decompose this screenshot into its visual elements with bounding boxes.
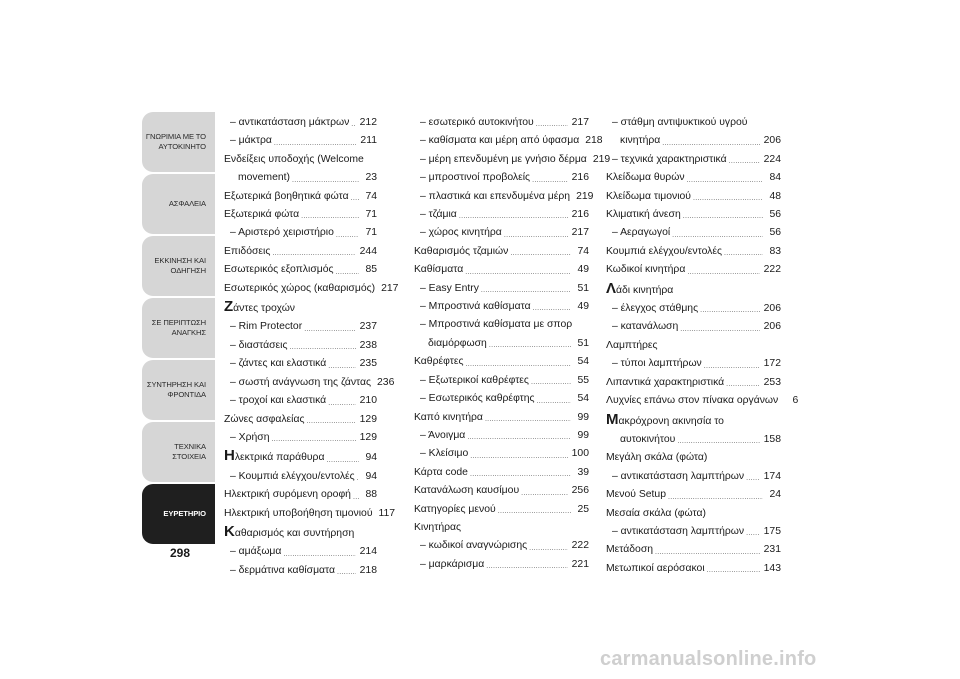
dot-leader	[283, 550, 355, 559]
page-ref: 71	[365, 209, 377, 221]
entry-text: – μαρκάρισμα	[420, 558, 485, 570]
page-ref: 222	[763, 264, 781, 276]
section-letter: Μ	[606, 410, 619, 428]
index-entry	[414, 298, 589, 316]
page-ref: 206	[763, 135, 781, 147]
index-entry	[606, 169, 781, 187]
dot-leader	[290, 343, 356, 352]
entry-text: άντες τροχών	[233, 303, 296, 315]
page-ref: 83	[769, 245, 781, 257]
page-ref: 211	[360, 135, 377, 147]
dot-leader	[707, 566, 760, 575]
section-tab[interactable]	[142, 360, 215, 420]
page-ref: 71	[365, 227, 377, 239]
dot-leader	[326, 456, 359, 465]
index-entry	[224, 486, 377, 504]
dot-leader	[292, 176, 359, 185]
page-ref: 253	[763, 376, 781, 388]
entry-text: διαμόρφωση	[428, 337, 487, 349]
index-entry	[414, 464, 589, 482]
index-entry	[224, 206, 377, 224]
index-entry	[414, 335, 589, 353]
index-column-2	[414, 114, 611, 574]
section-tab[interactable]	[142, 112, 215, 172]
index-entry	[224, 468, 377, 486]
entry-text: Ηλεκτρική συρόμενη οροφή	[224, 489, 351, 501]
entry-text: Κλείδωμα θυρών	[606, 172, 685, 184]
entry-text: – μάκτρα	[230, 135, 272, 147]
entry-text: – Rim Protector	[230, 321, 303, 333]
dot-leader	[746, 474, 760, 483]
page-ref: 210	[359, 395, 377, 407]
index-entry	[606, 431, 781, 449]
entry-text: Εξωτερικά φώτα	[224, 209, 300, 221]
section-tab-label: ΓΝΩΡΙΜΙΑ ΜΕ ΤΟ ΑΥΤΟΚΙΝΗΤΟ	[145, 132, 206, 151]
index-entry	[606, 541, 781, 559]
dot-leader	[459, 212, 568, 221]
dot-leader	[531, 378, 571, 387]
page-ref: 23	[365, 172, 377, 184]
entry-text: Εσωτερικός χώρος (καθαρισμός)	[224, 282, 376, 294]
index-entry	[606, 318, 781, 336]
entry-text: – πλαστικά και επενδυμένα μέρη	[420, 190, 571, 202]
dot-leader	[662, 139, 759, 148]
index-entry	[224, 447, 377, 467]
index-entry	[414, 206, 589, 224]
index-entry	[414, 482, 589, 500]
dot-leader	[336, 231, 359, 240]
page-ref: 238	[359, 339, 377, 351]
page-ref: 206	[763, 321, 781, 333]
entry-text: Κουμπιά ελέγχου/εντολές	[606, 245, 723, 257]
index-entry	[606, 188, 781, 206]
page-ref: 217	[571, 117, 589, 128]
entry-text: Λιπαντικά χαρακτηριστικά	[606, 376, 725, 388]
dot-leader	[485, 415, 571, 424]
section-letter: Ζ	[224, 298, 234, 316]
entry-text: άδι κινητήρα	[616, 284, 674, 296]
section-tab-label: ΣΥΝΤΗΡΗΣΗ ΚΑΙ ΦΡΟΝΤΙΔΑ	[146, 380, 206, 399]
dot-leader	[481, 286, 571, 295]
dot-leader	[470, 452, 567, 461]
page-ref: 88	[365, 489, 377, 501]
page-ref: 172	[763, 358, 781, 370]
entry-text: – τύποι λαμπτήρων	[612, 358, 702, 370]
entry-text: Κλείδωμα τιμονιού	[606, 190, 691, 202]
entry-text: – δερμάτινα καθίσματα	[230, 564, 336, 576]
entry-text: – Αεραγωγοί	[612, 227, 671, 239]
dot-leader	[533, 304, 571, 313]
entry-text: – Easy Entry	[420, 282, 479, 294]
page-ref: 39	[577, 466, 589, 478]
index-entry	[224, 188, 377, 206]
entry-text: – κωδικοί αναγνώρισης	[420, 540, 528, 552]
index-entry	[606, 132, 781, 150]
index-entry	[224, 543, 377, 561]
dot-leader	[274, 139, 357, 148]
dot-leader	[465, 268, 571, 277]
dot-leader	[724, 249, 763, 258]
dot-leader	[677, 437, 759, 446]
dot-leader	[351, 194, 359, 203]
page-ref: 237	[359, 321, 377, 333]
page-ref: 54	[577, 356, 589, 368]
index-entry	[414, 427, 589, 445]
entry-text: Κατηγορίες μενού	[414, 503, 496, 515]
dot-leader	[272, 249, 355, 258]
page-ref: 54	[577, 393, 589, 405]
page-ref: 217	[571, 227, 589, 239]
entry-text: – Εσωτερικός καθρέφτης	[420, 393, 535, 405]
index-entry	[606, 468, 781, 486]
page-ref: 56	[769, 227, 781, 239]
entry-text: λεκτρικά παράθυρα	[234, 452, 325, 464]
dot-leader	[680, 325, 759, 334]
entry-text: – Κλείσιμο	[420, 448, 469, 460]
index-entry	[606, 243, 781, 261]
dot-leader	[504, 231, 568, 240]
entry-text: – αντικατάσταση λαμπτήρων	[612, 525, 745, 537]
index-entry	[224, 411, 377, 429]
page-ref: 235	[359, 358, 377, 370]
page-ref: 219	[576, 190, 594, 202]
page-ref: 129	[359, 413, 377, 425]
dot-leader	[337, 568, 356, 577]
page-ref: 74	[577, 245, 589, 257]
index-entry	[606, 151, 781, 169]
dot-leader	[693, 194, 763, 203]
entry-text: Ηλεκτρική υποβοήθηση τιμονιού	[224, 507, 373, 519]
page-ref: 221	[571, 558, 589, 570]
entry-text: Εσωτερικός εξοπλισμός	[224, 264, 334, 276]
entry-text: Μενού Setup	[606, 489, 666, 501]
entry-text: Κωδικοί κινητήρα	[606, 264, 686, 276]
entry-text: – Μπροστινά καθίσματα	[420, 301, 531, 313]
index-heading: Μεσαία σκάλα (φώτα)	[606, 507, 706, 519]
index-entry	[414, 445, 589, 463]
entry-text: Κατανάλωση καυσίμου	[414, 485, 520, 497]
entry-text: – Κουμπιά ελέγχου/εντολές	[230, 470, 355, 482]
entry-text: Λυχνίες επάνω στον πίνακα οργάνων	[606, 395, 779, 407]
index-entry	[414, 390, 589, 408]
dot-leader	[467, 433, 571, 442]
page-ref: 217	[381, 282, 399, 294]
index-entry	[224, 280, 399, 298]
page-ref: 117	[378, 507, 396, 519]
page-ref: 222	[571, 540, 589, 552]
dot-leader	[301, 212, 359, 221]
index-entry	[224, 392, 377, 410]
dot-leader	[351, 120, 355, 129]
entry-text: Κλιματική άνεση	[606, 209, 681, 221]
page-ref: 224	[763, 153, 781, 165]
dot-leader	[537, 397, 571, 406]
section-tab-label: ΤΕΧΝΙΚΑ ΣΤΟΙΧΕΙΑ	[172, 442, 206, 461]
page-ref: 175	[763, 525, 781, 537]
entry-text: – ζάντες και ελαστικά	[230, 358, 327, 370]
index-entry	[414, 151, 611, 169]
dot-leader	[668, 493, 763, 502]
section-tab[interactable]	[142, 236, 215, 296]
page-ref: 244	[359, 245, 377, 257]
entry-text: Καθαρισμός τζαμιών	[414, 245, 509, 257]
index-heading: – στάθμη αντιψυκτικού υγρού	[612, 117, 748, 128]
index-entry	[606, 560, 781, 578]
entry-text: Κάρτα code	[414, 466, 468, 478]
page-ref: 56	[769, 209, 781, 221]
section-tab[interactable]	[142, 484, 215, 544]
page-ref: 99	[577, 411, 589, 423]
entry-text: Μετωπικοί αερόσακοι	[606, 562, 705, 574]
page-ref: 216	[571, 209, 589, 221]
page-ref: 216	[571, 172, 589, 184]
index-entry	[224, 224, 377, 242]
index-entry	[606, 206, 781, 224]
page-ref: 143	[763, 562, 781, 574]
page-number: 298	[170, 546, 191, 560]
entry-text: Μετάδοση	[606, 544, 654, 556]
dot-leader	[336, 268, 359, 277]
index-entry	[414, 224, 589, 242]
entry-text: – εσωτερικό αυτοκινήτου	[420, 117, 534, 128]
section-tab[interactable]	[142, 174, 215, 234]
index-entry	[224, 562, 377, 580]
entry-text: – Χρήση	[230, 431, 270, 443]
page-ref: 85	[365, 264, 377, 276]
dot-leader	[672, 231, 763, 240]
dot-leader	[700, 306, 760, 315]
index-heading: Μεγάλη σκάλα (φώτα)	[606, 452, 708, 464]
dot-leader	[465, 360, 571, 369]
index-entry	[414, 114, 589, 132]
section-letter: Λ	[606, 279, 617, 297]
index-letter-heading	[606, 411, 781, 431]
entry-text: – αντικατάσταση μάκτρων	[230, 117, 350, 128]
dot-leader	[328, 399, 355, 408]
dot-leader	[510, 249, 571, 258]
index-entry	[414, 188, 594, 206]
dot-leader	[655, 548, 760, 557]
entry-text: – Άνοιγμα	[420, 429, 466, 441]
section-tabs	[142, 112, 215, 546]
index-entry	[414, 409, 589, 427]
dot-leader	[521, 489, 568, 498]
index-entry	[414, 501, 589, 519]
index-entry	[414, 243, 589, 261]
index-entry	[224, 355, 377, 373]
entry-text: ακρόχρονη ακινησία το	[618, 415, 724, 427]
index-column-1	[224, 114, 399, 580]
dot-leader	[307, 417, 356, 426]
watermark: carmanualsonline.info	[600, 648, 817, 670]
entry-text: – αντικατάσταση λαμπτήρων	[612, 470, 745, 482]
page-ref: 94	[365, 452, 377, 464]
page-ref: 158	[763, 433, 781, 445]
index-entry	[224, 429, 377, 447]
index-entry	[224, 261, 377, 279]
index-entry	[224, 505, 396, 523]
section-letter: Κ	[224, 522, 235, 540]
index-entry	[224, 318, 377, 336]
dot-leader	[536, 120, 568, 129]
entry-text: Εξωτερικά βοηθητικά φώτα	[224, 190, 349, 202]
index-entry	[414, 169, 589, 187]
page-ref: 55	[577, 374, 589, 386]
entry-text: – κατανάλωση	[612, 321, 679, 333]
entry-text: – αμάξωμα	[230, 546, 282, 558]
dot-leader	[529, 544, 568, 553]
index-letter-heading	[224, 523, 377, 543]
section-tab-label: ΣΕ ΠΕΡΙΠΤΩΣΗ ΑΝΑΓΚΗΣ	[151, 318, 206, 337]
index-letter-heading	[606, 280, 781, 300]
entry-text: – διαστάσεις	[230, 339, 288, 351]
dot-leader	[470, 470, 571, 479]
entry-text: αθαρισμός και συντήρηση	[234, 527, 355, 539]
dot-leader	[729, 157, 760, 166]
dot-leader	[683, 212, 763, 221]
page-ref: 212	[359, 117, 377, 128]
index-entry	[224, 132, 377, 150]
index-heading: Ενδείξεις υποδοχής (Welcome	[224, 153, 364, 165]
dot-leader	[704, 362, 760, 371]
dot-leader	[532, 176, 568, 185]
section-tab-label: ΕΚΚΙΝΗΣΗ ΚΑΙ ΟΔΗΓΗΣΗ	[154, 256, 206, 275]
entry-text: – σωστή ανάγνωση της ζάντας	[230, 376, 372, 388]
page-ref: 256	[571, 485, 589, 497]
page-ref: 219	[592, 153, 611, 165]
dot-leader	[489, 341, 571, 350]
page-ref: 99	[577, 429, 589, 441]
entry-text: – τεχνικά χαρακτηριστικά	[612, 153, 727, 165]
index-heading: – Μπροστινά καθίσματα με σπορ	[420, 319, 573, 331]
entry-text: κινητήρα	[620, 135, 661, 147]
page-ref: 94	[365, 470, 377, 482]
entry-text: – χώρος κινητήρα	[420, 227, 502, 239]
index-entry	[606, 300, 781, 318]
entry-text: Καπό κινητήρα	[414, 411, 483, 423]
section-tab[interactable]	[142, 422, 215, 482]
section-letter: Η	[224, 447, 235, 465]
dot-leader	[357, 474, 359, 483]
entry-text: – καθίσματα και μέρη από ύφασμα	[420, 135, 580, 147]
section-tab-label: ΑΣΦΑΛΕΙΑ	[168, 199, 206, 208]
dot-leader	[746, 529, 760, 538]
dot-leader	[353, 493, 359, 502]
index-entry	[224, 337, 377, 355]
entry-text: – έλεγχος στάθμης	[612, 303, 699, 315]
entry-text: Ζώνες ασφαλείας	[224, 413, 305, 425]
page-ref: 206	[763, 303, 781, 315]
page-ref: 174	[763, 470, 781, 482]
entry-text: αυτοκινήτου	[620, 433, 676, 445]
index-entry	[414, 261, 589, 279]
entry-text: – μέρη επενδυμένη με γνήσιο δέρμα	[420, 153, 587, 165]
index-entry	[606, 224, 781, 242]
entry-text: – Αριστερό χειριστήριο	[230, 227, 334, 239]
dot-leader	[271, 435, 355, 444]
page-ref: 236	[377, 376, 395, 388]
page-ref: 231	[763, 544, 781, 556]
index-entry	[606, 523, 781, 541]
entry-text: – Εξωτερικοί καθρέφτες	[420, 374, 529, 386]
entry-text: – τζάμια	[420, 209, 457, 221]
index-column-3	[606, 114, 799, 578]
index-entry	[414, 537, 589, 555]
index-entry	[224, 374, 395, 392]
dot-leader	[486, 562, 567, 571]
page-ref: 51	[577, 337, 589, 349]
page-ref: 6	[792, 395, 799, 407]
dot-leader	[687, 176, 763, 185]
page-ref: 100	[571, 448, 589, 460]
index-entry	[414, 132, 603, 150]
index-entry	[224, 243, 377, 261]
dot-leader	[498, 507, 571, 516]
index-entry	[606, 374, 781, 392]
entry-text: – μπροστινοί προβολείς	[420, 172, 531, 184]
page-ref: 24	[769, 489, 781, 501]
page-ref: 25	[577, 503, 589, 515]
index-entry	[606, 486, 781, 504]
dot-leader	[726, 380, 760, 389]
entry-text: movement)	[238, 172, 290, 184]
page-ref: 74	[365, 190, 377, 202]
index-entry	[414, 556, 589, 574]
index-heading: Κινητήρας	[414, 521, 462, 533]
index-entry	[606, 355, 781, 373]
index-entry	[414, 353, 589, 371]
index-letter-heading	[224, 298, 377, 318]
index-entry	[224, 169, 377, 187]
page-ref: 218	[359, 564, 377, 576]
section-tab[interactable]	[142, 298, 215, 358]
entry-text: Καθρέφτες	[414, 356, 464, 368]
entry-text: – τροχοί και ελαστικά	[230, 395, 327, 407]
entry-text: Επιδόσεις	[224, 245, 271, 257]
index-entry	[606, 392, 799, 410]
page-ref: 49	[577, 264, 589, 276]
page-ref: 129	[359, 431, 377, 443]
section-tab-label: ΕΥΡΕΤΗΡΙΟ	[163, 509, 206, 518]
page-ref: 49	[577, 301, 589, 313]
dot-leader	[304, 325, 355, 334]
page-ref: 51	[577, 282, 589, 294]
index-entry	[606, 261, 781, 279]
index-entry	[414, 280, 589, 298]
index-entry	[414, 372, 589, 390]
page-ref: 218	[585, 135, 603, 147]
page-ref: 48	[769, 190, 781, 202]
dot-leader	[328, 362, 355, 371]
index-entry	[224, 114, 377, 132]
page-ref: 214	[359, 546, 377, 558]
entry-text: Καθίσματα	[414, 264, 464, 276]
dot-leader	[687, 268, 759, 277]
index-heading: Λαμπτήρες	[606, 339, 658, 351]
page-ref: 84	[769, 172, 781, 184]
